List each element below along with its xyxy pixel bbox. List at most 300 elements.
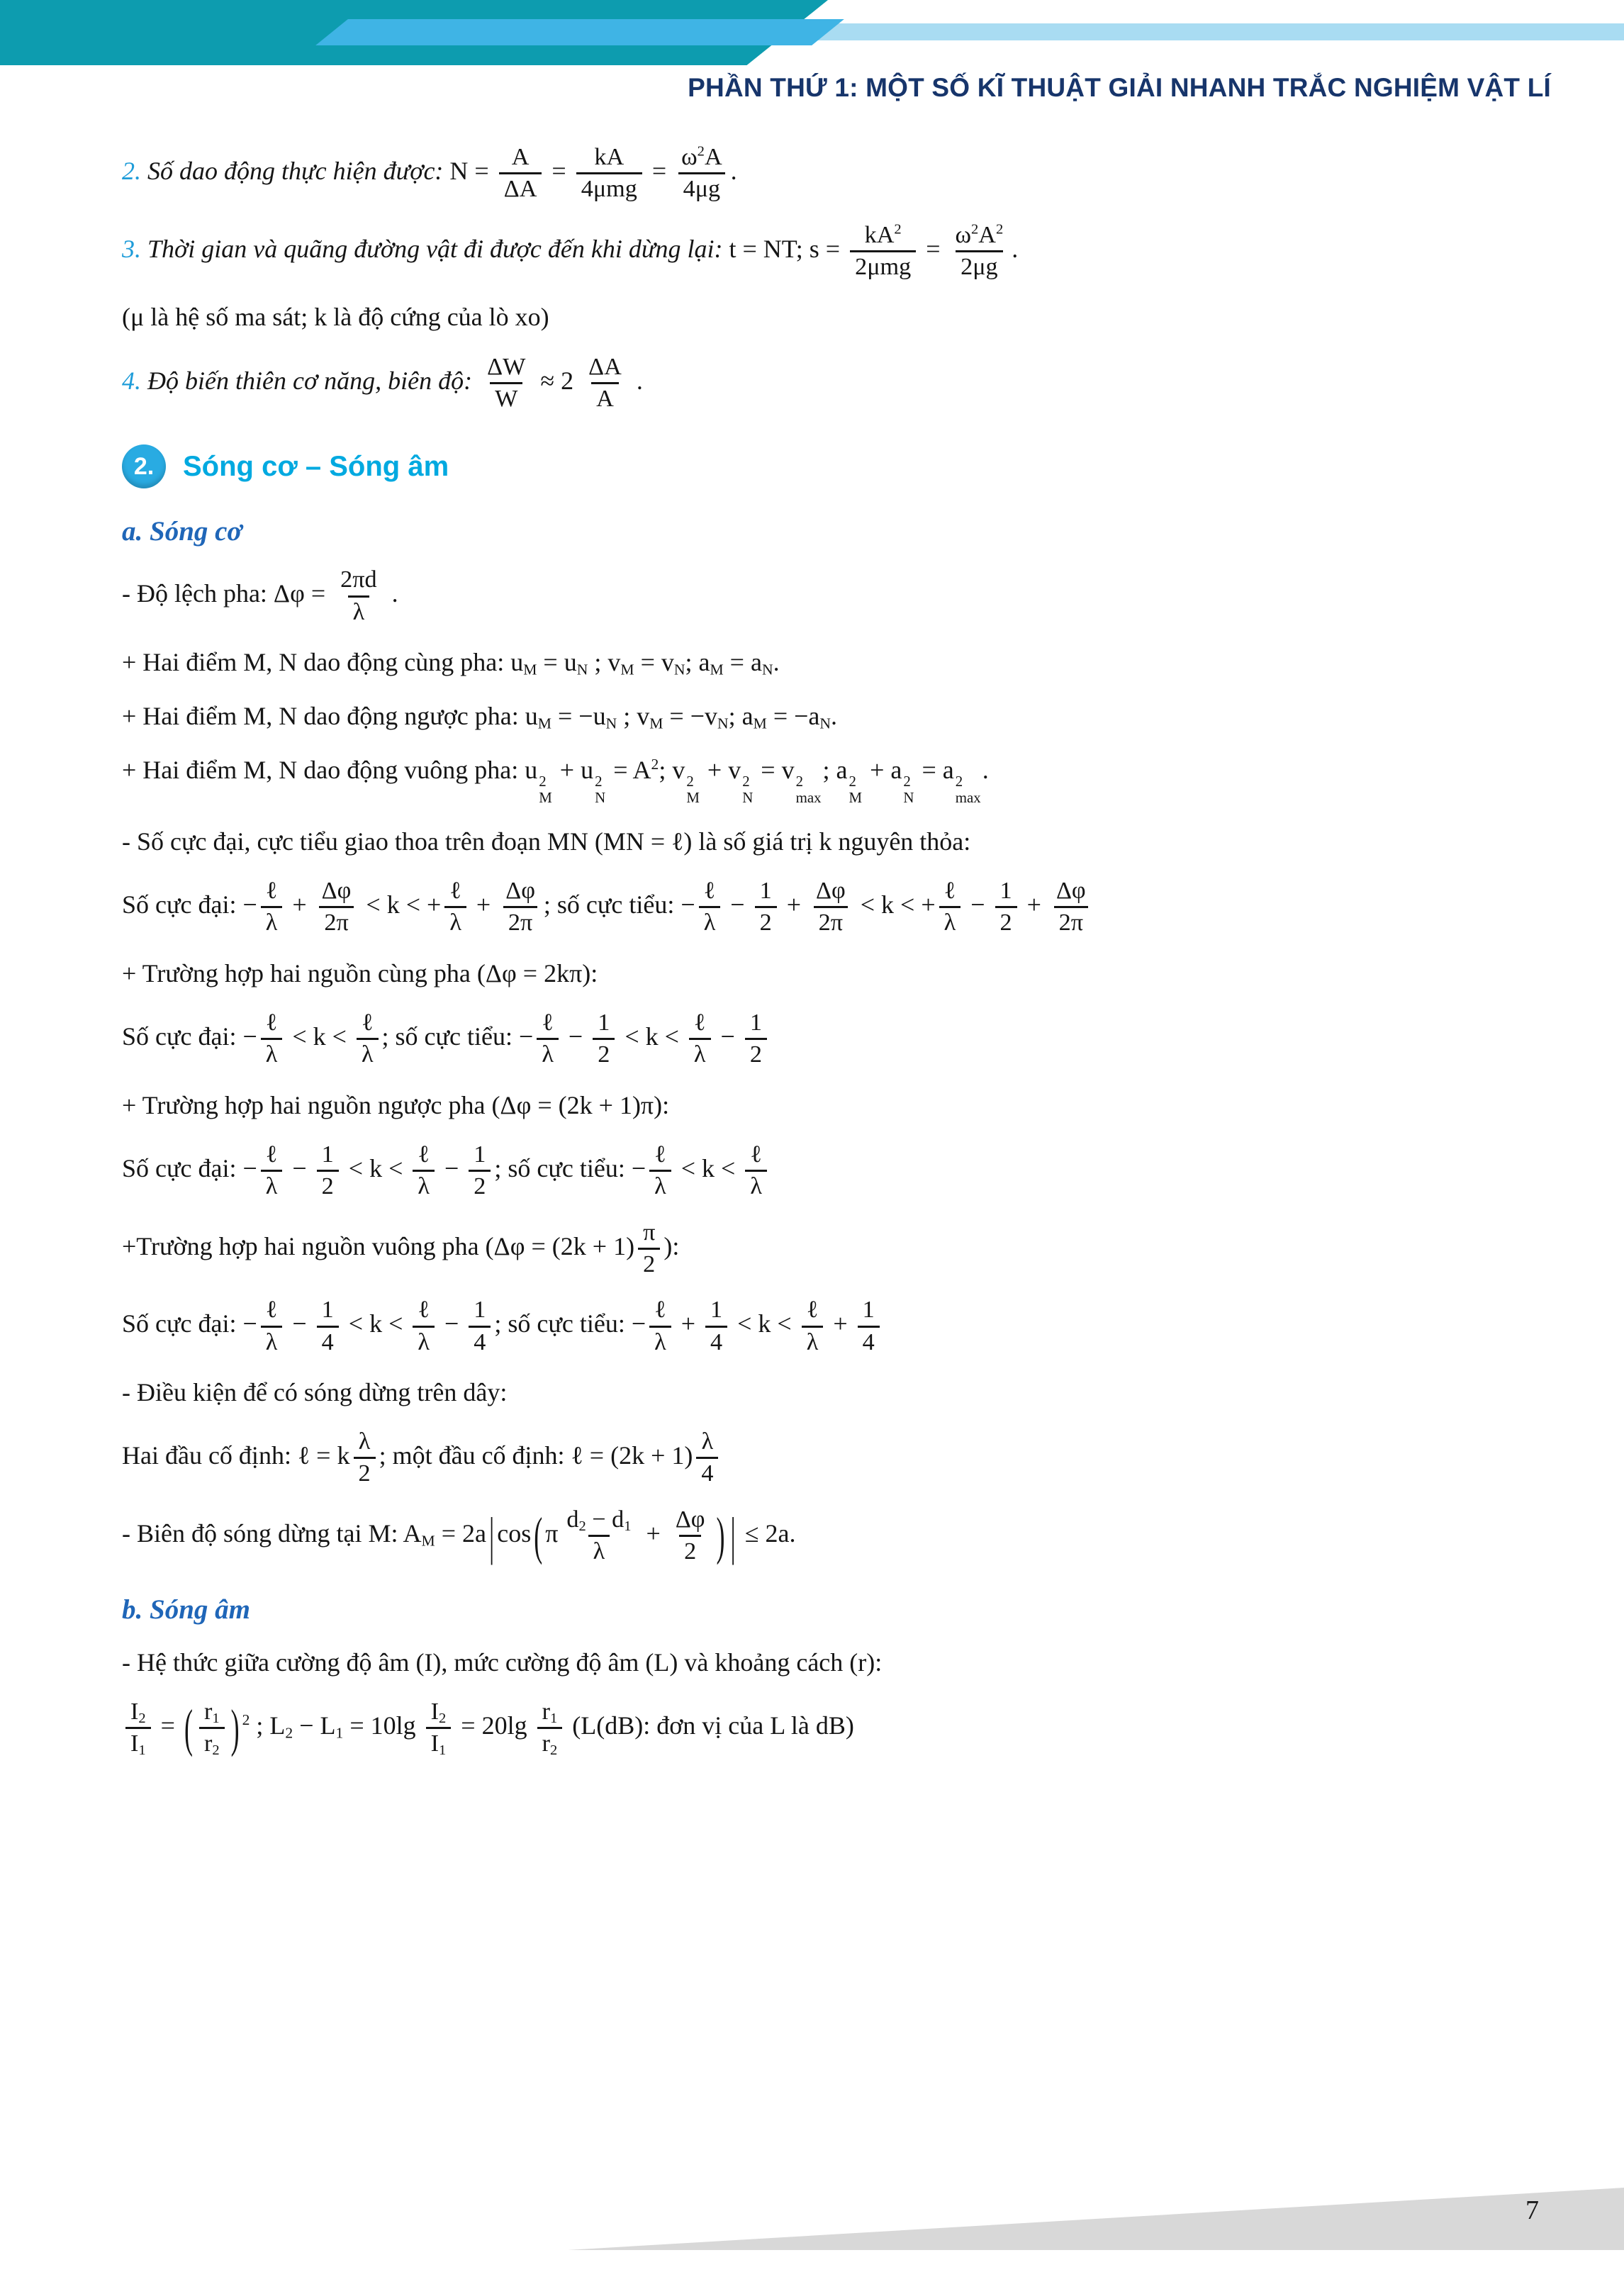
section-badge: 2.: [122, 444, 166, 488]
formula-text: .: [1012, 234, 1019, 263]
fraction: [469, 1141, 491, 1202]
fraction-numerator: 1: [862, 1297, 875, 1324]
fraction-numerator: λ: [358, 1428, 371, 1455]
formula-text: - Biên độ sóng dừng tại M: $A_M = 2a$: [122, 1518, 486, 1550]
fraction-denominator: λ: [649, 1326, 671, 1357]
subscript: 2: [138, 1710, 146, 1726]
fraction-denominator: λ: [802, 1326, 824, 1357]
fraction-denominator: 2: [469, 1170, 491, 1201]
fraction: [261, 877, 283, 938]
item-number: 4.: [122, 366, 147, 395]
fraction-numerator: 1: [710, 1297, 723, 1324]
fraction-denominator: $I_1$: [426, 1727, 452, 1758]
fraction: [413, 1296, 435, 1357]
fraction: [811, 877, 851, 938]
subscript: 2: [549, 1742, 558, 1759]
fraction: [537, 1698, 563, 1759]
formula-text: .: [385, 579, 398, 608]
formula-text: Số cực đại: −: [122, 1022, 257, 1051]
intensity-level-formula: [122, 1698, 1552, 1759]
fraction-denominator: λ: [939, 906, 961, 937]
fraction: [858, 1296, 880, 1357]
fraction: [939, 877, 961, 938]
big-delimiter: ): [230, 1699, 240, 1757]
fraction-denominator: λ: [413, 1170, 435, 1201]
big-delimiter: |: [489, 1506, 495, 1565]
fraction-denominator: 2: [593, 1038, 615, 1069]
fraction-denominator: 4: [317, 1326, 339, 1357]
subscript: N: [576, 661, 588, 678]
subscript: 2: [578, 1518, 586, 1534]
fraction-denominator: λ: [261, 1170, 283, 1201]
fraction-numerator: 1: [759, 877, 772, 904]
fraction-numerator: $I_2$: [430, 1698, 447, 1726]
formula-text: −: [724, 890, 751, 919]
fraction: [995, 877, 1017, 938]
fraction-denominator: λ: [588, 1535, 610, 1566]
fraction-denominator: $r_2$: [537, 1727, 563, 1758]
header-title: PHẦN THỨ 1: MỘT SỐ KĨ THUẬT GIẢI NHANH TRẮC NGHIỆM VẬT LÍ: [688, 73, 1551, 102]
formula-text: ≈ 2: [534, 366, 581, 395]
subscript: N: [717, 715, 729, 732]
sub-superscript-stack: [903, 773, 914, 806]
fraction-numerator: λ: [701, 1428, 714, 1455]
formula-text: π: [545, 1518, 559, 1548]
formula-text: −: [964, 890, 992, 919]
fraction-denominator: 4μg: [678, 172, 726, 203]
fraction-denominator: λ: [444, 906, 466, 937]
fraction-numerator: 1: [749, 1009, 762, 1036]
fraction-numerator: 1: [321, 1297, 334, 1324]
formula-text: < k <: [342, 1153, 410, 1182]
fraction-numerator: ℓ: [418, 1297, 430, 1324]
fraction-denominator: 2μg: [956, 250, 1003, 281]
formula-text: +: [1020, 890, 1048, 919]
italic-text: Số dao động thực hiện được:: [147, 157, 450, 186]
fraction: [576, 143, 642, 204]
formula-text: + Hai điểm M, N dao động cùng pha: $u_M = u_N$ ; $v_M = v_N$; $a_M = a_N$.: [122, 648, 780, 678]
fraction: [125, 1698, 151, 1759]
formula-text: =: [919, 234, 947, 263]
formula-text: −: [714, 1022, 741, 1051]
fraction-denominator: λ: [261, 1326, 283, 1357]
formula-text: - Độ lệch pha: Δφ =: [122, 579, 332, 608]
subsection-a-heading: a. Sóng cơ: [122, 516, 242, 547]
fraction-denominator: λ: [357, 1038, 379, 1069]
fraction: [745, 1009, 767, 1070]
fraction: [357, 1009, 379, 1070]
formula-text: - Số cực đại, cực tiểu giao thoa trên đoạn MN (MN = ℓ) là số giá trị k nguyên thỏa:: [122, 827, 971, 856]
fraction-numerator: 1: [598, 1009, 610, 1036]
superscript: 2: [242, 1711, 250, 1728]
fraction-denominator: λ: [413, 1326, 435, 1357]
fraction-denominator: λ: [537, 1038, 559, 1069]
fraction-denominator: λ: [745, 1170, 767, 1201]
fraction-numerator: ΔW: [487, 353, 526, 380]
formula-text: < k <: [286, 1022, 353, 1051]
superscript: 2: [651, 756, 659, 773]
formula-text: .: [629, 366, 643, 395]
fraction-numerator: 1: [999, 877, 1012, 904]
formula-text: < k <: [342, 1309, 410, 1338]
subscript: M: [537, 715, 551, 732]
fraction: [317, 877, 357, 938]
subscript: 1: [439, 1742, 447, 1759]
fraction: [699, 877, 721, 938]
formula-text: ; số cực tiểu: −: [494, 1153, 646, 1182]
fraction: [583, 353, 627, 414]
item-number: 3.: [122, 234, 147, 263]
in-phase-maxima-minima: [122, 1009, 1552, 1070]
fraction-numerator: $r_1$: [203, 1698, 220, 1726]
subscript: 1: [624, 1518, 632, 1534]
fraction-denominator: 2π: [319, 906, 353, 937]
superscript: 2: [849, 772, 856, 790]
fraction-denominator: 2π: [503, 906, 537, 937]
footer-gray-shape: [568, 2188, 1624, 2250]
intensity-level-relation: [122, 1644, 1552, 1681]
fraction-numerator: Δφ: [505, 877, 535, 904]
fraction-numerator: Δφ: [1055, 877, 1086, 904]
fraction-numerator: $r_1$: [542, 1698, 558, 1726]
formula-text: +: [827, 1309, 854, 1338]
fraction: [413, 1141, 435, 1202]
fraction-numerator: $\omega^2A$: [681, 143, 722, 170]
formula-text: t = NT; s =: [729, 234, 847, 263]
formula-text: - Điều kiện để có sóng dừng trên dây:: [122, 1377, 508, 1406]
fraction-denominator: ΔA: [499, 172, 542, 203]
fraction-numerator: $d_2 - d_1$: [566, 1506, 632, 1534]
fraction-denominator: $I_1$: [125, 1727, 151, 1758]
page-content: [122, 126, 1552, 1775]
formula-text: + Hai điểm M, N dao động ngược pha: $u_M = -u_N$ ; $v_M = -v_N$; $a_M = -a_N$.: [122, 702, 838, 732]
general-maxima-minima: [122, 877, 1552, 938]
formula-text: + Trường hợp hai nguồn cùng pha (Δφ = 2kπ):: [122, 958, 598, 987]
subscript: N: [742, 788, 754, 806]
formula-text: .: [730, 157, 737, 186]
big-delimiter: |: [730, 1506, 736, 1565]
formula-text: < k <: [731, 1309, 798, 1338]
formula-text: Hai đầu cố định: ℓ = k: [122, 1441, 350, 1470]
formula-text: +Trường hợp hai nguồn vuông pha (Δφ = (2k + 1): [122, 1231, 635, 1260]
fraction-denominator: A: [591, 382, 619, 413]
superscript: 2: [894, 221, 902, 237]
fraction-numerator: ℓ: [542, 1009, 554, 1036]
subscript: N: [761, 661, 773, 678]
formula-text: ≤ 2a.: [738, 1518, 796, 1548]
fraction-denominator: 4μmg: [576, 172, 642, 203]
fraction: [745, 1141, 767, 1202]
subscript: M: [421, 1532, 435, 1550]
fraction-numerator: ℓ: [265, 1141, 278, 1168]
fraction-denominator: 4: [469, 1326, 491, 1357]
subscript: M: [539, 788, 552, 806]
page-number: 7: [1525, 2195, 1539, 2225]
superscript: 2: [996, 221, 1004, 237]
formula-text: −: [286, 1153, 313, 1182]
quadrature-maxima-minima: [122, 1296, 1552, 1357]
fraction-numerator: 1: [474, 1141, 486, 1168]
fraction-numerator: $\omega^2A^2$: [955, 221, 1004, 248]
formula-text: =: [645, 157, 673, 186]
sub-superscript-stack: [595, 773, 605, 806]
subscript: M: [849, 788, 863, 806]
subscript: N: [673, 661, 685, 678]
quadrature-phase-points: [122, 751, 1552, 805]
fraction-numerator: ℓ: [418, 1141, 430, 1168]
interference-count-intro: [122, 823, 1552, 860]
opposite-phase-maxima-minima: [122, 1141, 1552, 1202]
subscript: 1: [212, 1710, 220, 1726]
item-2-damped-oscillation-count: [122, 143, 1552, 204]
formula-text: −: [561, 1022, 590, 1051]
superscript: 2: [795, 772, 804, 790]
fraction-denominator: 4: [858, 1326, 880, 1357]
superscript: 2: [697, 143, 705, 160]
fraction: [444, 877, 466, 938]
section-heading: [122, 444, 1552, 488]
sub-superscript-stack: [539, 773, 552, 806]
fraction-numerator: Δφ: [816, 877, 846, 904]
subscript: M: [753, 715, 767, 732]
fraction-denominator: 2: [679, 1535, 701, 1566]
fraction-denominator: 2: [745, 1038, 767, 1069]
fraction-denominator: 2π: [814, 906, 848, 937]
big-delimiter: (: [184, 1699, 193, 1757]
fraction-denominator: λ: [261, 906, 283, 937]
fraction: [649, 1141, 671, 1202]
formula-text: +: [674, 1309, 702, 1338]
fraction-denominator: 2: [995, 906, 1017, 937]
formula-text: + Trường hợp hai nguồn ngược pha (Δφ = (2k + 1)π):: [122, 1090, 670, 1119]
subscript: N: [595, 788, 606, 806]
quadrature-sources-case: [122, 1219, 1552, 1280]
formula-text: =: [545, 157, 573, 186]
fraction-denominator: 4: [705, 1326, 727, 1357]
fraction-numerator: ℓ: [265, 1297, 278, 1324]
formula-text: +: [639, 1518, 667, 1548]
formula-text: −: [286, 1309, 313, 1338]
subscript: 2: [212, 1742, 220, 1759]
fraction: [199, 1698, 225, 1759]
standing-wave-condition: [122, 1374, 1552, 1411]
formula-text: ; số cực tiểu: −: [494, 1309, 646, 1338]
fraction-numerator: ℓ: [943, 877, 956, 904]
superscript: 2: [971, 221, 979, 237]
page-header: [0, 0, 1624, 124]
italic-text: Thời gian và quãng đường vật đi được đến khi dừng lại:: [147, 234, 729, 263]
phase-difference: [122, 566, 1552, 627]
formula-text: Số cực đại: −: [122, 890, 257, 919]
fraction-numerator: A: [511, 144, 530, 170]
in-phase-sources-case: [122, 955, 1552, 992]
subscript: max: [955, 788, 981, 806]
fraction-denominator: $r_2$: [199, 1727, 225, 1758]
fraction-numerator: ℓ: [654, 1297, 666, 1324]
fraction: [537, 1009, 559, 1070]
formula-text: =: [154, 1711, 181, 1740]
fraction-denominator: 2: [317, 1170, 339, 1201]
formula-text: = 20lg: [454, 1711, 534, 1740]
item-4-energy-amplitude-variation: [122, 353, 1552, 414]
formula-text: + Hai điểm M, N dao động vuông pha: u 2 M + u 2 N = $A^2$; v 2 M + v 2 N = v 2 max ; a 2 M + a 2 N = a 2 max .: [122, 756, 989, 806]
fraction-denominator: 2μmg: [850, 250, 916, 281]
fraction: [561, 1506, 636, 1567]
superscript: 2: [955, 772, 963, 790]
fraction-numerator: ℓ: [449, 877, 461, 904]
big-delimiter: ): [716, 1506, 725, 1565]
fraction: [261, 1141, 283, 1202]
opposite-phase-sources-case: [122, 1087, 1552, 1124]
formula-text: (L(dB): đơn vị của L là dB): [566, 1711, 854, 1740]
fraction-numerator: $I_2$: [130, 1698, 146, 1726]
sub-superscript-stack: [686, 773, 700, 806]
fraction-numerator: ℓ: [694, 1009, 706, 1036]
subscript: 1: [549, 1710, 558, 1726]
fraction: [482, 353, 530, 414]
fraction-numerator: $kA^2$: [864, 221, 902, 248]
fraction-numerator: ℓ: [703, 877, 716, 904]
fraction-numerator: ℓ: [265, 877, 278, 904]
fraction-denominator: 2: [354, 1457, 376, 1488]
fraction: [593, 1009, 615, 1070]
fraction: [354, 1428, 376, 1489]
page-footer: [0, 2173, 1624, 2294]
fraction-numerator: Δφ: [675, 1506, 705, 1533]
fraction: [689, 1009, 711, 1070]
fraction: [755, 877, 777, 938]
big-delimiter: (: [534, 1506, 543, 1565]
fraction-numerator: π: [643, 1219, 656, 1246]
formula-text: (μ là hệ số ma sát; k là độ cứng của lò xo): [122, 303, 549, 332]
formula-text: Số cực đại: −: [122, 1153, 257, 1182]
subscript: M: [649, 715, 663, 732]
item-number: 2.: [122, 157, 147, 186]
formula-text: Số cực đại: −: [122, 1309, 257, 1338]
formula-text: +: [780, 890, 807, 919]
fraction-denominator: W: [490, 382, 522, 413]
fraction: [1051, 877, 1091, 938]
fraction-denominator: 2: [755, 906, 777, 937]
formula-text: ):: [663, 1231, 680, 1260]
fraction-numerator: 1: [474, 1297, 486, 1324]
fraction: [499, 143, 542, 204]
fixed-free-ends: [122, 1428, 1552, 1489]
superscript: 2: [595, 772, 603, 790]
fraction-denominator: λ: [689, 1038, 711, 1069]
fraction: [696, 1428, 718, 1489]
formula-text: cos: [497, 1518, 532, 1548]
fraction-numerator: Δφ: [321, 877, 352, 904]
sound-lines: [122, 1644, 1552, 1759]
fraction-numerator: 1: [321, 1141, 334, 1168]
fraction-numerator: ℓ: [750, 1141, 762, 1168]
fraction: [500, 877, 540, 938]
subscript: N: [605, 715, 617, 732]
friction-note: [122, 298, 1552, 335]
fraction: [802, 1296, 824, 1357]
subscript: max: [795, 788, 822, 806]
subscript: 2: [285, 1724, 293, 1742]
formula-text: ; số cực tiểu: −: [543, 890, 695, 919]
fraction-numerator: ℓ: [362, 1009, 374, 1036]
fraction: [261, 1296, 283, 1357]
item-3-time-and-distance-to-stop: [122, 221, 1552, 282]
fraction-numerator: ΔA: [588, 353, 622, 380]
formula-text: < k <: [674, 1153, 742, 1182]
fraction: [261, 1009, 283, 1070]
fraction: [317, 1296, 339, 1357]
formula-text: < k < +: [853, 890, 936, 919]
fraction: [649, 1296, 671, 1357]
subscript: N: [903, 788, 914, 806]
superscript: 2: [686, 772, 694, 790]
sub-superscript-stack: [796, 773, 822, 806]
section-title: Sóng cơ – Sóng âm: [183, 450, 449, 482]
opposite-phase-points: [122, 698, 1552, 734]
subscript: 1: [335, 1724, 344, 1742]
in-phase-points: [122, 644, 1552, 681]
fraction: [705, 1296, 727, 1357]
fraction: [951, 221, 1009, 282]
fraction-denominator: λ: [699, 906, 721, 937]
fraction: [469, 1296, 491, 1357]
standing-wave-amplitude: [122, 1506, 1552, 1567]
formula-text: $^2$ ; $L_2 - L_1 = 10\lg$: [242, 1711, 422, 1742]
subsection-b-heading: b. Sóng âm: [122, 1594, 250, 1625]
subscript: M: [620, 661, 634, 678]
formula-text: < k < +: [359, 890, 442, 919]
superscript: 2: [742, 772, 750, 790]
formula-text: +: [286, 890, 313, 919]
fraction-denominator: 2: [638, 1248, 660, 1279]
formula-text: −: [437, 1309, 466, 1338]
fraction-numerator: ℓ: [806, 1297, 819, 1324]
formula-text: N =: [449, 157, 495, 186]
fraction-numerator: ℓ: [654, 1141, 666, 1168]
fraction-denominator: λ: [649, 1170, 671, 1201]
fraction-denominator: 4: [696, 1457, 718, 1488]
fraction-denominator: λ: [348, 595, 370, 627]
subscript: N: [819, 715, 831, 732]
formula-text: ; số cực tiểu: −: [381, 1022, 534, 1051]
header-blue-shape: [315, 19, 844, 45]
sub-superscript-stack: [956, 773, 981, 806]
superscript: 2: [903, 772, 911, 790]
fraction: [426, 1698, 452, 1759]
formula-text: ; một đầu cố định: ℓ = (2k + 1): [379, 1441, 693, 1470]
fraction: [850, 221, 916, 282]
fraction: [317, 1141, 339, 1202]
fraction: [335, 566, 381, 627]
formula-text: +: [469, 890, 498, 919]
subscript: 1: [138, 1742, 146, 1759]
intro-lines: [122, 143, 1552, 413]
fraction-numerator: 2πd: [340, 566, 377, 593]
fraction-numerator: ℓ: [265, 1009, 278, 1036]
sub-superscript-stack: [742, 773, 753, 806]
subscript: 2: [439, 1710, 447, 1726]
fraction: [638, 1219, 660, 1280]
fraction: [676, 143, 727, 204]
subscript: M: [686, 788, 700, 806]
sub-superscript-stack: [849, 773, 863, 806]
subscript: M: [710, 661, 724, 678]
formula-text: - Hệ thức giữa cường độ âm (I), mức cường độ âm (L) và khoảng cách (r):: [122, 1647, 883, 1677]
formula-text: −: [437, 1153, 466, 1182]
fraction-numerator: kA: [594, 144, 625, 170]
subscript: M: [523, 661, 537, 678]
